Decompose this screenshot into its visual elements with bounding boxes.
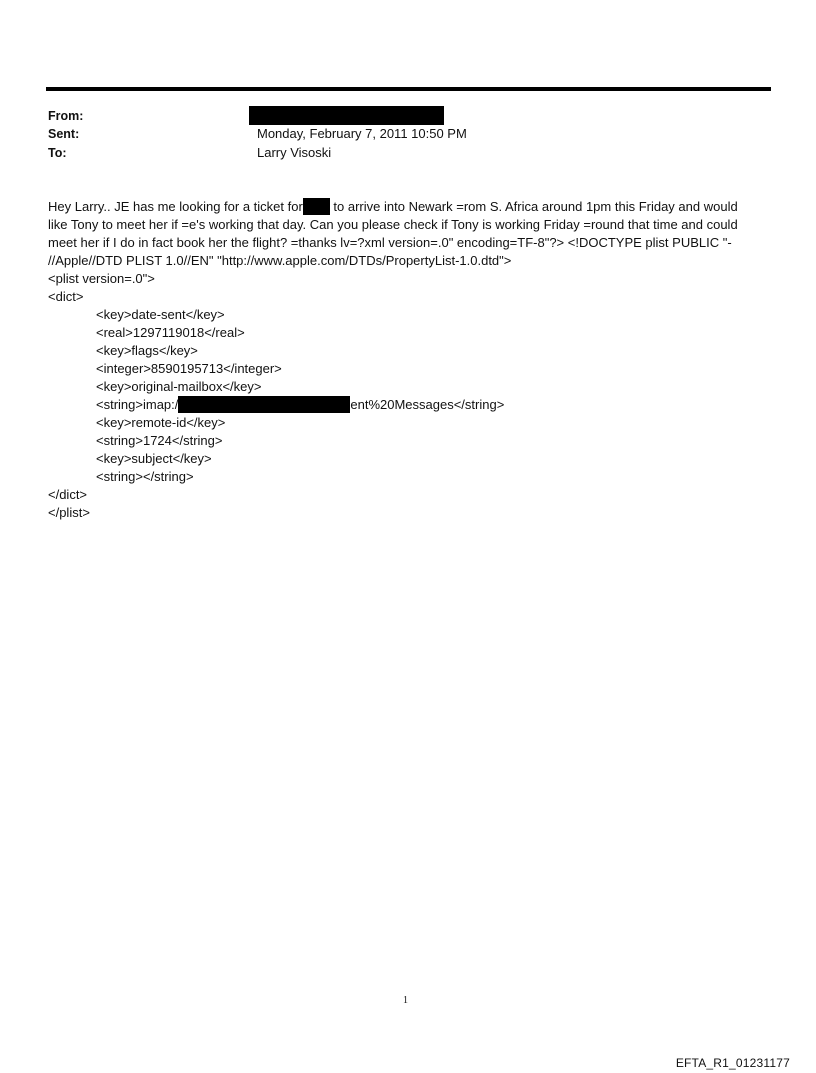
body-line-1-start: Hey Larry.. JE has me looking for a ticket for xyxy=(48,199,303,214)
string-imap-start: <string>imap:/ xyxy=(96,397,179,412)
sent-label: Sent: xyxy=(48,127,80,141)
string-imap-end: ent%20Messages</string> xyxy=(350,397,505,412)
bates-number: EFTA_R1_01231177 xyxy=(675,1056,790,1070)
key-flags: <key>flags</key> xyxy=(96,343,198,358)
body-line-4: //Apple//DTD PLIST 1.0//EN" "http://www.apple.com/DTDs/PropertyList-1.0.dtd"> xyxy=(48,253,512,268)
key-subject: <key>subject</key> xyxy=(96,451,212,466)
to-label: To: xyxy=(48,146,67,160)
header-rule xyxy=(46,87,771,91)
page-number: 1 xyxy=(403,995,408,1006)
real-value: <real>1297119018</real> xyxy=(96,325,245,340)
body-line-2: like Tony to meet her if =e's working that day. Can you please check if Tony is working Friday =round that time and could xyxy=(48,217,738,232)
body-line-1-end: to arrive into Newark =rom S. Africa around 1pm this Friday and would xyxy=(329,199,738,214)
key-original-mailbox: <key>original-mailbox</key> xyxy=(96,379,262,394)
body-line-3: meet her if I do in fact book her the flight? =thanks lv=?xml version=.0" encoding=TF-8"?> <!DOCTYPE plist PUBLIC "- xyxy=(48,235,732,250)
dict-close: </dict> xyxy=(48,487,88,502)
body-line-1 xyxy=(48,198,778,216)
dict-open: <dict> xyxy=(48,289,84,304)
sent-value: Monday, February 7, 2011 10:50 PM xyxy=(257,126,467,141)
string-1724: <string>1724</string> xyxy=(96,433,223,448)
string-empty: <string></string> xyxy=(96,469,194,484)
from-redaction xyxy=(249,106,444,125)
name-redaction xyxy=(303,198,330,215)
message-body xyxy=(48,198,778,522)
plist-close: </plist> xyxy=(48,505,90,520)
key-date-sent: <key>date-sent</key> xyxy=(96,307,225,322)
plist-open: <plist version=.0"> xyxy=(48,271,155,286)
string-imap xyxy=(48,396,778,414)
key-remote-id: <key>remote-id</key> xyxy=(96,415,226,430)
to-value: Larry Visoski xyxy=(257,145,332,160)
from-label: From: xyxy=(48,109,84,123)
integer-value: <integer>8590195713</integer> xyxy=(96,361,282,376)
mailbox-redaction xyxy=(178,396,350,413)
